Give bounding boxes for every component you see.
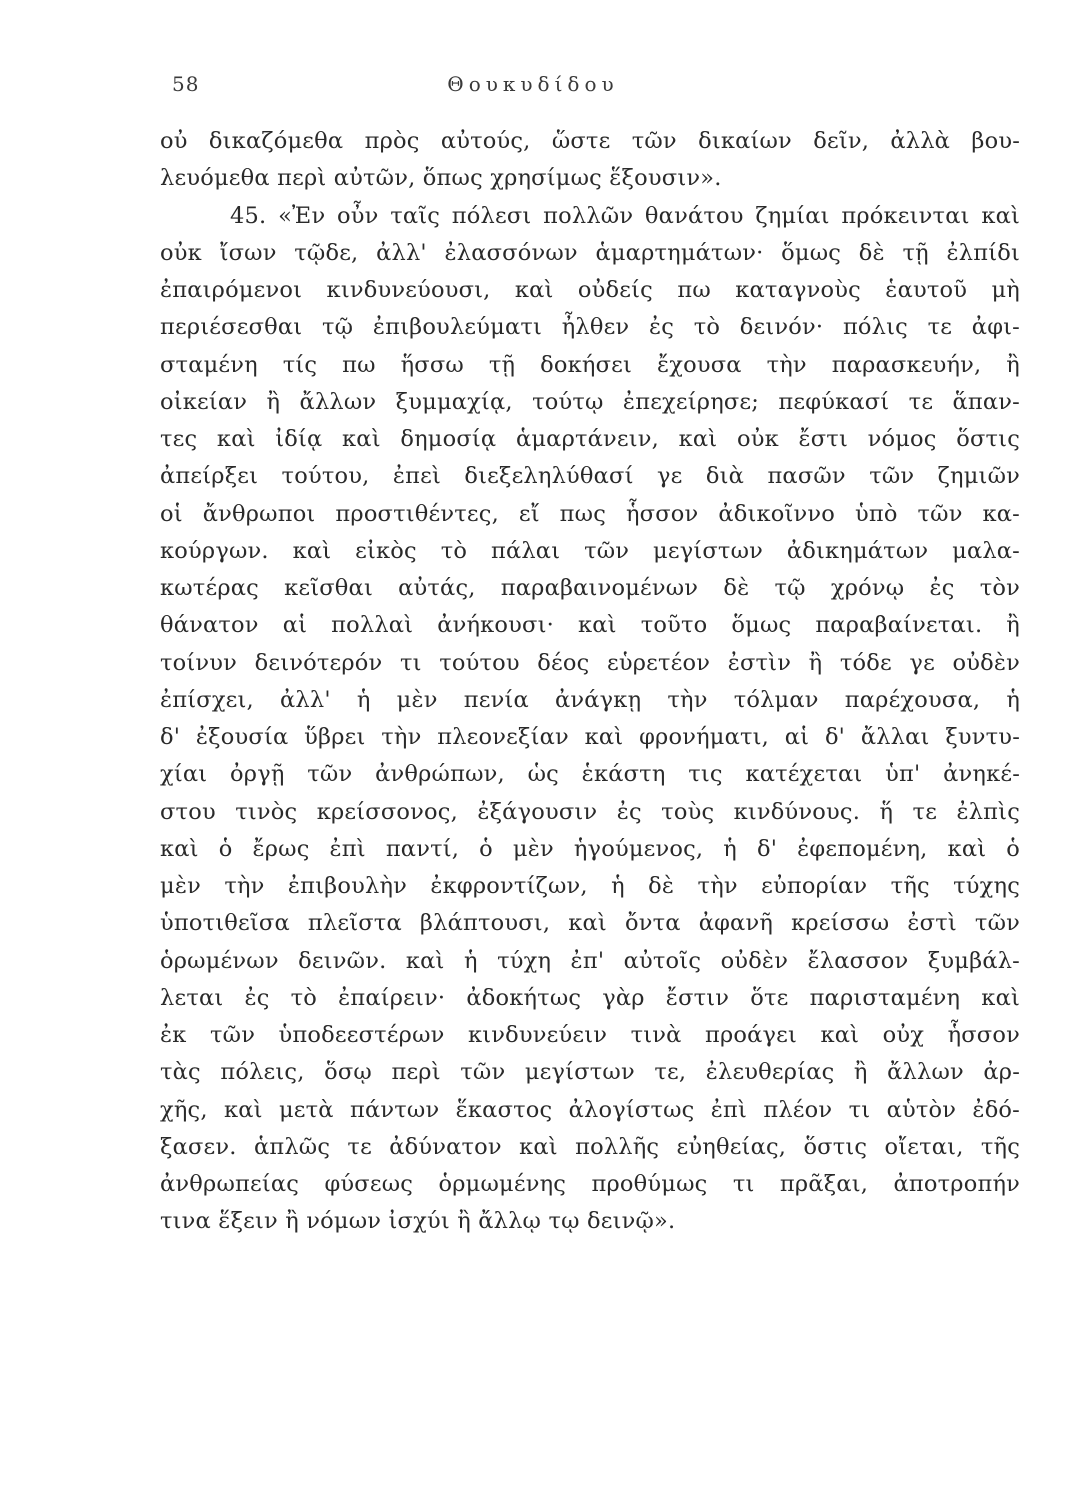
text-line: οὐκ ἴσων τῷδε, ἀλλ' ἐλασσόνων ἁμαρτημάτων· ὅμως δὲ τῇ ἐλπίδι [160,239,1020,266]
text-line: δ' ἐξουσία ὕβρει τὴν πλεονεξίαν καὶ φρονήματι, αἱ δ' ἄλλαι ξυντυ- [160,724,1020,750]
text-line: ξασεν. ἁπλῶς τε ἀδύνατον καὶ πολλῆς εὐηθείας, ὅστις οἴεται, τῆς [160,1133,1020,1160]
text-line: χίαι ὀργῇ τῶν ἀνθρώπων, ὡς ἑκάστη τις κατέχεται ὑπ' ἀνηκέ- [160,761,1020,788]
text-line: κωτέρας κεῖσθαι αὐτάς, παραβαινομένων δὲ τῷ χρόνῳ ἐς τὸν [160,575,1020,601]
running-head: Θουκυδίδου [447,72,619,96]
text-line: περιέσεσθαι τῷ ἐπιβουλεύματι ἦλθεν ἐς τὸ δεινόν· πόλις τε ἀφι- [160,314,1020,341]
text-line: καὶ ὁ ἔρως ἐπὶ παντί, ὁ μὲν ἡγούμενος, ἡ δ' ἐφεπομένη, καὶ ὁ [160,835,1020,862]
text-line: τινα ἕξειν ἢ νόμων ἰσχύι ἢ ἄλλῳ τῳ δεινῷ». [160,1208,676,1235]
text-line: ἀνθρωπείας φύσεως ὁρμωμένης προθύμως τι πρᾶξαι, ἀποτροπήν [160,1171,1020,1197]
text-line: θάνατον αἱ πολλαὶ ἀνήκουσι· καὶ τοῦτο ὅμως παραβαίνεται. ἢ [160,612,1020,639]
text-line: ὑποτιθεῖσα πλεῖστα βλάπτουσι, καὶ ὄντα ἀφανῆ κρείσσω ἐστὶ τῶν [160,910,1020,937]
page-number: 58 [172,72,200,96]
text-line: οὐ δικαζόμεθα πρὸς αὐτούς, ὥστε τῶν δικαίων δεῖν, ἀλλὰ βου- [160,128,1020,154]
text-line: τοίνυν δεινότερόν τι τούτου δέος εὑρετέον ἐστὶν ἢ τόδε γε οὐδὲν [160,649,1020,676]
text-line: ἐπαιρόμενοι κινδυνεύουσι, καὶ οὐδείς πω καταγνοὺς ἑαυτοῦ μὴ [160,277,1020,303]
text-line: λευόμεθα περὶ αὐτῶν, ὅπως χρησίμως ἕξουσιν». [160,165,722,192]
text-line: κούργων. καὶ εἰκὸς τὸ πάλαι τῶν μεγίστων ἀδικημάτων μαλα- [160,537,1020,564]
text-line: οἰκείαν ἢ ἄλλων ξυμμαχίᾳ, τούτῳ ἐπεχείρησε; πεφύκασί τε ἅπαν- [160,388,1020,415]
text-line: 45. «Ἐν οὖν ταῖς πόλεσι πολλῶν θανάτου ζημίαι πρόκεινται καὶ [230,202,1020,229]
text-line: τες καὶ ἰδίᾳ καὶ δημοσίᾳ ἁμαρτάνειν, καὶ οὐκ ἔστι νόμος ὅστις [160,426,1020,452]
text-line: μὲν τὴν ἐπιβουλὴν ἐκφροντίζων, ἡ δὲ τὴν εὐπορίαν τῆς τύχης [160,873,1020,899]
text-line: ὁρωμένων δεινῶν. καὶ ἡ τύχη ἐπ' αὐτοῖς οὐδὲν ἔλασσον ξυμβάλ- [160,947,1020,974]
text-line: τὰς πόλεις, ὅσῳ περὶ τῶν μεγίστων τε, ἐλευθερίας ἢ ἄλλων ἀρ- [160,1059,1020,1086]
text-line: ἀπείρξει τούτου, ἐπεὶ διεξεληλύθασί γε διὰ πασῶν τῶν ζημιῶν [160,463,1020,490]
page-header [172,72,894,102]
text-line: χῆς, καὶ μετὰ πάντων ἕκαστος ἀλογίστως ἐπὶ πλέον τι αὑτὸν ἐδό- [160,1096,1020,1123]
body-text [160,123,1020,1241]
text-line: οἱ ἄνθρωποι προστιθέντες, εἴ πως ἧσσον ἀδικοῖννο ὑπὸ τῶν κα- [160,500,1020,527]
text-line: σταμένη τίς πω ἥσσω τῇ δοκήσει ἔχουσα τὴν παρασκευήν, ἢ [160,351,1020,378]
text-line: στου τινὸς κρείσσονος, ἐξάγουσιν ἐς τοὺς κινδύνους. ἥ τε ἐλπὶς [160,798,1020,825]
text-line: ἐπίσχει, ἀλλ' ἡ μὲν πενία ἀνάγκῃ τὴν τόλμαν παρέχουσα, ἡ [160,686,1020,713]
text-line: λεται ἐς τὸ ἐπαίρειν· ἀδοκήτως γὰρ ἔστιν ὅτε παρισταμένη καὶ [160,984,1020,1011]
text-line: ἐκ τῶν ὑποδεεστέρων κινδυνεύειν τινὰ προάγει καὶ οὐχ ἧσσον [160,1022,1020,1048]
